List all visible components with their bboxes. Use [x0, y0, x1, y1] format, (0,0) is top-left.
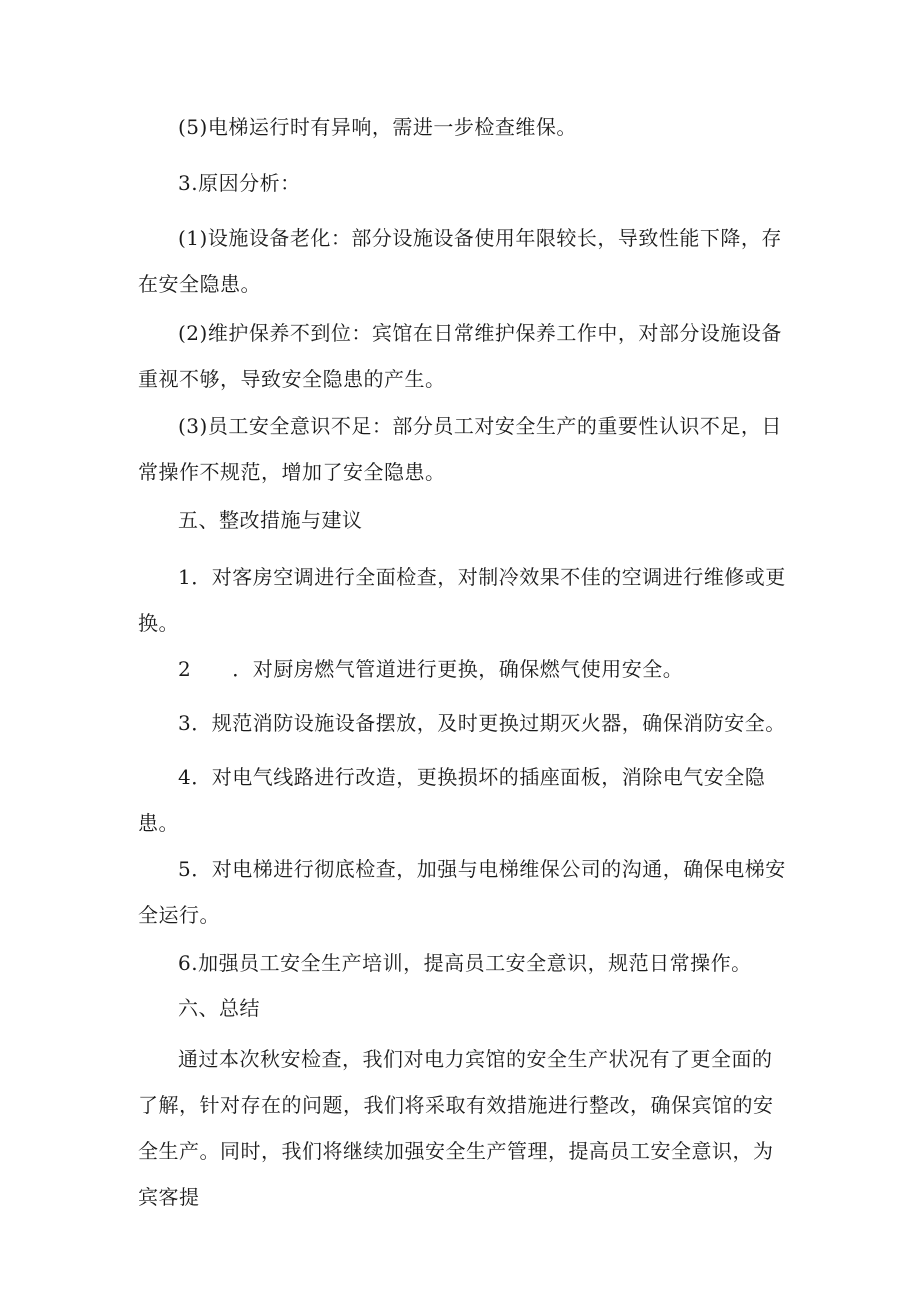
- list-item-2: 2 ．对厨房燃气管道进行更换，确保燃气使用安全。: [178, 657, 684, 681]
- paragraph-summary: 通过本次秋安检查，我们对电力宾馆的安全生产状况有了更全面的了解，针对存在的问题，我们将采取有效措施进行整改，确保宾馆的安全生产。同时，我们将继续加强安全生产管理，提高员工安全意识，为宾客提: [138, 1047, 774, 1209]
- paragraph-maintenance: (2)维护保养不到位：宾馆在日常维护保养工作中，对部分设施设备重视不够，导致安全隐患的产生。: [138, 321, 782, 391]
- paragraph-elevator-noise: (5)电梯运行时有异响，需进一步检查维保。: [178, 115, 577, 139]
- heading-cause-analysis: 3.原因分析：: [178, 171, 301, 195]
- paragraph-staff-awareness: (3)员工安全意识不足：部分员工对安全生产的重要性认识不足，日常操作不规范，增加了安全隐患。: [138, 414, 782, 484]
- section-heading-summary: 六、总结: [178, 996, 260, 1020]
- list-item-6: 6.加强员工安全生产培训，提高员工安全意识，规范日常操作。: [178, 951, 752, 975]
- list-item-5: 5．对电梯进行彻底检查，加强与电梯维保公司的沟通，确保电梯安全运行。: [138, 857, 786, 927]
- list-item-4: 4．对电气线路进行改造，更换损坏的插座面板，消除电气安全隐患。: [138, 765, 766, 835]
- paragraph-equipment-aging: (1)设施设备老化：部分设施设备使用年限较长，导致性能下降，存在安全隐患。: [138, 226, 782, 296]
- list-item-3: 3．规范消防设施设备摆放，及时更换过期灭火器，确保消防安全。: [178, 711, 786, 735]
- section-heading-rectification: 五、整改措施与建议: [178, 508, 363, 532]
- list-item-1: 1．对客房空调进行全面检查，对制冷效果不佳的空调进行维修或更换。: [138, 565, 786, 635]
